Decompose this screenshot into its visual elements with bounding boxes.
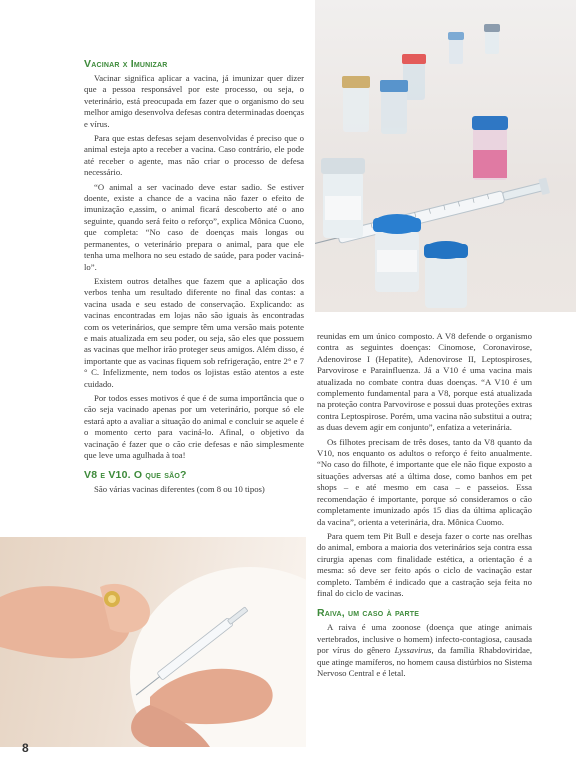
paragraph-continued: reunidas em um único composto. A V8 defende o organismo contra as seguintes doenças: Cinomose, Coronavirose, Adenovirose I (Hepatite), Adenovirose II, Leptospiroses, Parvovirose e Parainfluenza. Já a V10 é uma vacina mais atualizada no combate contra duas doenças. “A V10 é um complemento fundamental para a V8, porque está atualizada na proteção contra Parvovirose e possui duas proteções extras contra Leptospirose. Porém, uma vacina não substitui a outra; as duas devem agir em conjunto”, enfatiza a veterinária. (317, 331, 532, 433)
paragraph: Para quem tem Pit Bull e deseja fazer o corte nas orelhas do animal, embora a maioria dos veterinários seja contra essa cirurgia apenas com finalidade estética, a orientação é a mesma: só deve ser feito após o ciclo de vacinação estar completo. Também é indicado que a castração seja feita no final do ciclo de vacinas. (317, 530, 532, 598)
paragraph-raiva (317, 622, 532, 679)
paragraph: Para que estas defesas sejam desenvolvidas é preciso que o animal esteja apto a receber a vacina. Caso contrário, ele pode até receber o agente, mas não criar o processo de defesa necessário. (84, 133, 304, 178)
paragraph: Existem outros detalhes que fazem que a aplicação dos verbos tenha um resultado diferente no final das contas: a vacina usada e seu estado de conservação. Explicando: as vacinas encontradas em lojas não são iguais às encontradas com os veterinários, que sempre têm uma versão mais potente e mais atualizada em seu poder, ou seja, são eles que possuem as vacinas que melhor irão proteger seus amigos. Além disso, é importante que as vacinas fiquem sob refrigeração, entre 2° e 7 ° C. Infelizmente, nem todos os lojistas estão atentos a este cuidado. (84, 275, 304, 389)
vaccine-vials-photo (315, 0, 576, 312)
text-run: , da família Rhabdoviridae, que atinge mamíferos, no homem causa distúrbios no Sistema Nervoso Central e é letal. (317, 645, 533, 678)
italic-term: Lyssavirus (394, 645, 432, 656)
paragraph: Por todos esses motivos é que é de suma importância que o cão seja vacinado apenas por um veterinário, porque só ele estará apto a avaliar a situação do animal e concluir se aquele é o momento certo para vaciná-lo. Afinal, o objetivo da vacinação é fazer que o cão crie defesas e não simplesmente que leve uma agulhada à toa! (84, 392, 304, 460)
left-column (84, 58, 304, 499)
section-title-vacinar: Vacinar x Imunizar (84, 58, 168, 70)
text-run: A raiva é uma zoonose (doença que atinge animais vertebrados, inclusive o homem) infecto-contagiosa, causada por vírus do gênero (317, 622, 532, 656)
paragraph: Os filhotes precisam de três doses, tanto da V8 quanto da V10, nos enquanto os adultos o reforço é feito anualmente. “No caso do filhote, é importante que ele não fique exposto a situações adversas até a última dose, como banhos em pet shops – e até mesmo em casa – e passeios. Essa recomendação é importante, porque só consideramos o cão completamente imunizado após 15 dias da última aplicação da vacina”, orienta a veterinária, dra. Mônica Cuomo. (317, 436, 532, 527)
injection-photo (0, 537, 306, 747)
paragraph: “O animal a ser vacinado deve estar sadio. Se estiver doente, existe a chance de a vacina não fazer o efeito de imunização e,assim, o animal ficará descoberto até o ano seguinte, quando será feito o reforço”, explica Mônica Cuono, que completa: “No caso de doenças mais longas ou permanentes, o veterinário prepara o animal, para que ele tenha uma melhora no seu estado de saúde, para poder vaciná-lo”. (84, 181, 304, 272)
right-column (317, 331, 532, 682)
paragraph: Vacinar significa aplicar a vacina, já imunizar quer dizer que a pessoa responsável por este processo, ou seja, o veterinário, está preocupada em fazer que o organismo do seu melhor amigo desenvolva defesas contra determinadas doenças e vírus. (84, 73, 304, 129)
page-number: 8 (22, 741, 29, 755)
paragraph: São várias vacinas diferentes (com 8 ou 10 tipos) (94, 484, 265, 495)
section-title-v8-v10: V8 e V10. O que são? (84, 469, 187, 482)
section-title-raiva: Raiva, um caso à parte (317, 607, 420, 620)
